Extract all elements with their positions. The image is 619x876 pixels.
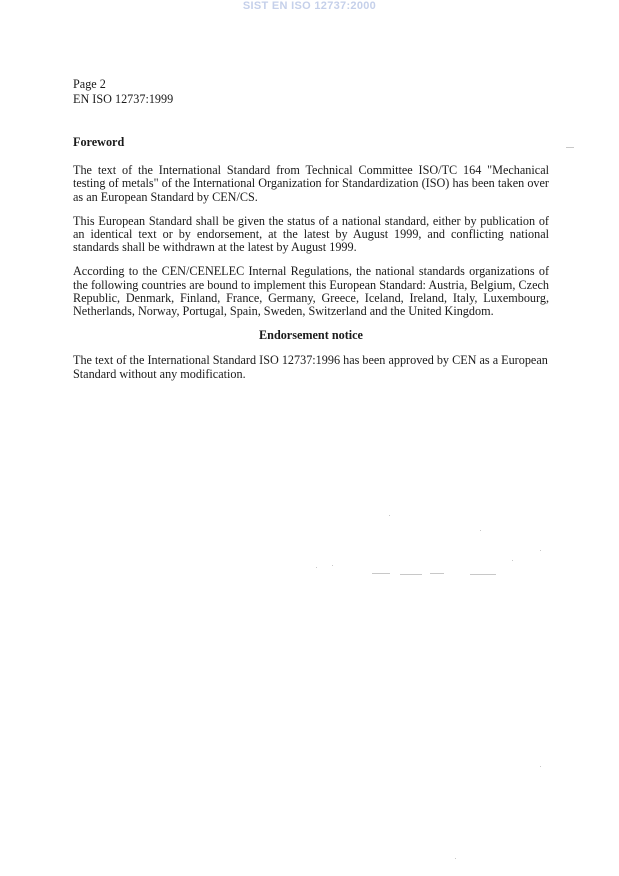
- endorsement-paragraph: The text of the International Standard ISO 12737:1996 has been approved by CEN as a European Standard without any modification.: [73, 353, 548, 381]
- scan-speck: [316, 567, 317, 568]
- document-body: [73, 136, 549, 392]
- foreword-paragraph-3: According to the CEN/CENELEC Internal Regulations, the national standards organizations of the following countries are bound to implement this European Standard: Austria, Belgium, Czech Republic, Denmark, Finland, France, Germany, Greece, Iceland, Ireland, Italy, Luxembourg, Netherlands, Norway, Portugal, Spain, Sweden, Switzerland and the United Kingdom.: [73, 264, 549, 319]
- scan-speck: [566, 147, 574, 148]
- scan-speck: [372, 573, 390, 574]
- scan-speck: [389, 515, 390, 516]
- endorsement-heading: Endorsement notice: [259, 328, 363, 343]
- scan-speck: [512, 560, 513, 561]
- watermark: SIST EN ISO 12737:2000: [242, 0, 377, 12]
- scan-speck: [470, 574, 496, 575]
- foreword-paragraph-2: This European Standard shall be given the status of a national standard, either by publication of an identical text or by endorsement, at the latest by August 1999, and conflicting national standards shall be withdrawn at the latest by August 1999.: [73, 213, 549, 255]
- scan-speck: [455, 858, 456, 859]
- standard-number: EN ISO 12737:1999: [73, 92, 174, 106]
- scan-speck: [480, 530, 481, 531]
- page-number: Page 2: [73, 77, 106, 91]
- scan-speck: [332, 565, 333, 566]
- scan-speck: [540, 766, 541, 767]
- scan-speck: [430, 573, 444, 574]
- foreword-paragraph-1: The text of the International Standard from Technical Committee ISO/TC 164 "Mechanical testing of metals" of the International Organization for Standardization (ISO) has been taken over as an European Standard by CEN/CS.: [73, 163, 549, 204]
- page-header: [73, 77, 173, 107]
- foreword-heading: Foreword: [73, 135, 125, 149]
- scan-speck: [400, 574, 422, 575]
- scan-speck: [540, 550, 541, 551]
